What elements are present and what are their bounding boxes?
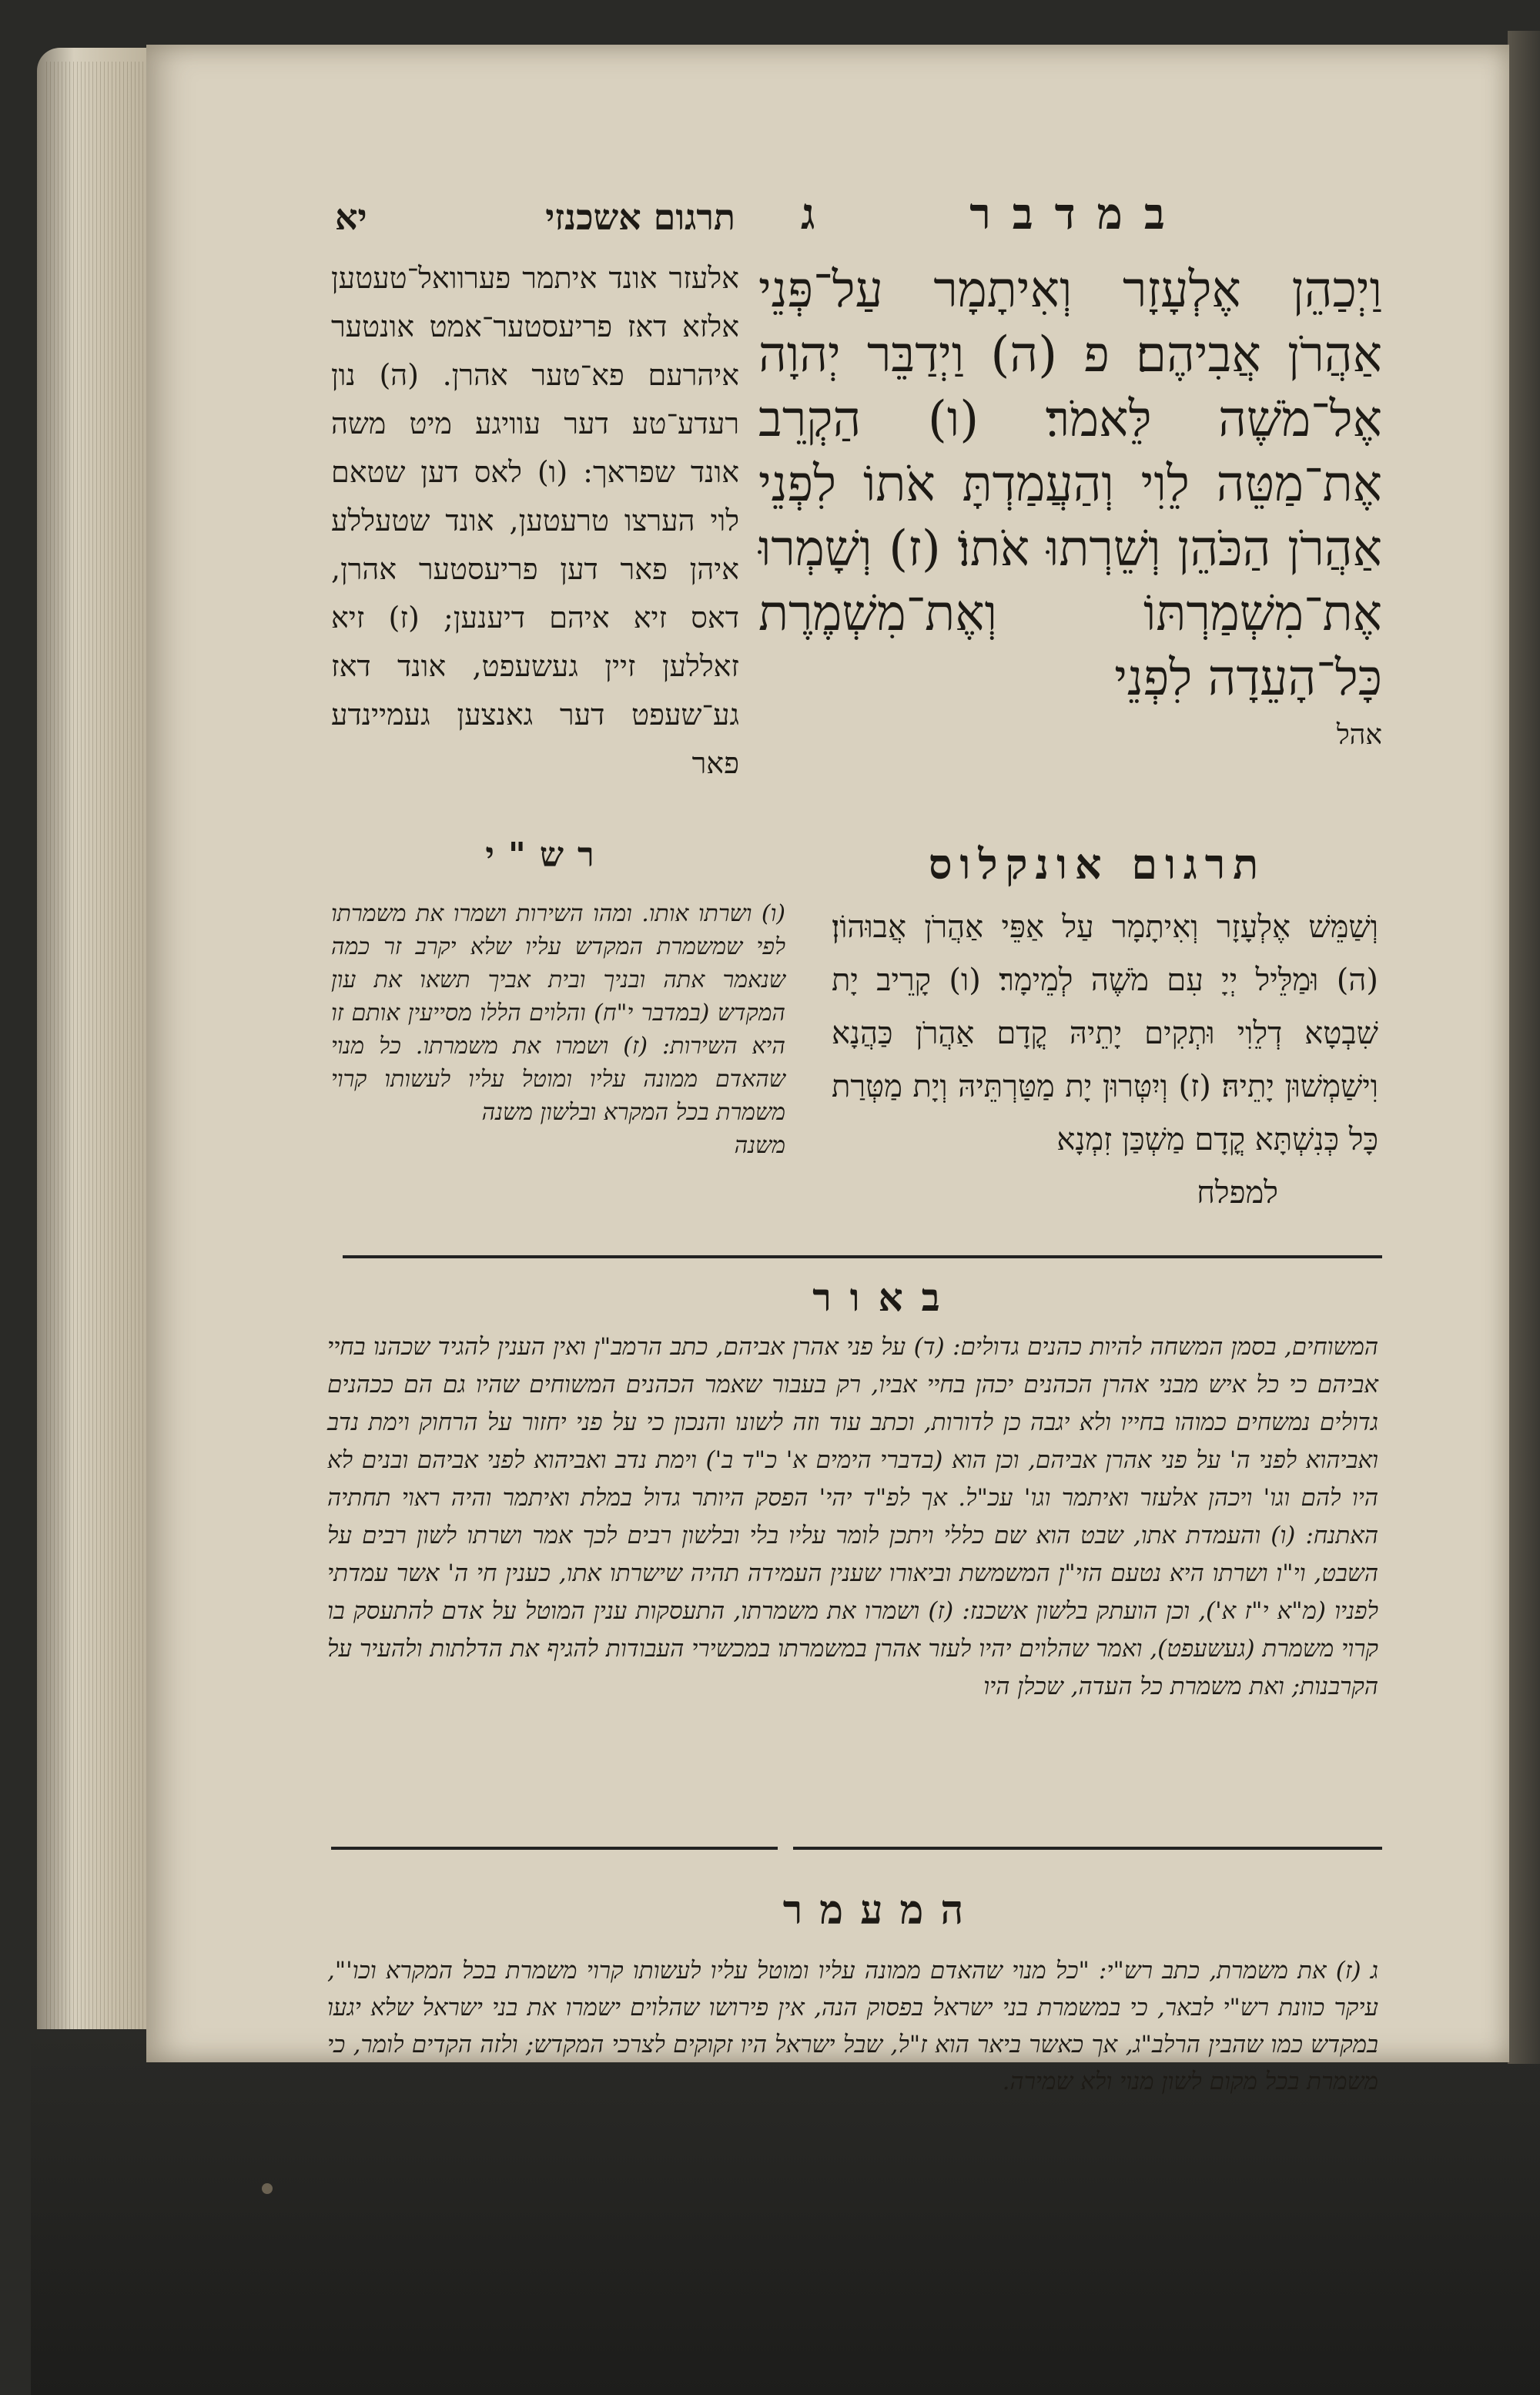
section-divider-2a xyxy=(331,1847,778,1850)
onkelos-catchword: למפלח xyxy=(1197,1175,1278,1211)
onkelos-text-block xyxy=(832,901,1378,1240)
section-divider-2b xyxy=(793,1847,1382,1850)
ink-spot xyxy=(262,2183,273,2194)
translation-page-number: יא xyxy=(335,196,367,238)
right-page-edge xyxy=(1508,31,1540,2064)
yiddish-translation: אלעזר אונד איתמר פערוואל־טעטען אלזא דאז פריעסטער־אמט אונטער איהרעם פא־טער אהרן. (ה) נון רעדע־טע דער עוויגע מיט משה אונד שפראך: (ו) לאס דען שטאם לוי הערצו טרעטען, אונד שטעללע איהן פאר דען פריעסטער אהרן, דאס זיא איהם דיענען; (ז) זיא זאללען זיין געשעפט, אונד דאז גע־שעפט דער גאנצען געמיינדע פאר xyxy=(331,261,739,780)
translation-title: תרגום אשכנזי xyxy=(545,196,735,238)
rashi-heading: רש"י xyxy=(485,836,608,875)
running-head-book xyxy=(778,189,1378,250)
meamar-text: ג (ז) את משמרת, כתב רש"י: "כל מנוי שהאדם ממונה עליו ומוטל עליו לעשותו קרוי משמרת בכל המקרא וכו'", עיקר כוונת רש"י לבאר, כי במשמרת בני ישראל בפסוק הנה, אין פירושו שהלוים ישמרו את בני ישראל שלא יגעו במקדש כמו שהבין הרלב"ג, אך כאשר ביאר הוא ז"ל, שבל ישראל היו זקוקים לצרכי המקדש; ולזה הקדים לומר, כי משמרת בכל מקום לשון מנוי ולא שמירה. xyxy=(327,1957,1378,2095)
meamar-heading: המעמר xyxy=(782,1887,981,1934)
torah-text-block xyxy=(758,258,1382,797)
rashi-text: (ו) ושרתו אותו. ומהו השירות ושמרו את משמרתו לפי שמשמרת המקדש עליו שלא יקרב זר כמה שנאמר אתה ובניך ובית אביך תשאו את עון המקדש (במדבר י"ח) והלוים הללו מסייעין אותם זו היא השירות: (ז) ושמרו את משמרתו. כל מנוי שהאדם ממונה עליו ומוטל עליו לעשותו קרוי משמרת בכל המקרא ובלשון משנה xyxy=(331,900,785,1126)
book-title: במדבר xyxy=(969,189,1187,240)
running-head-translation xyxy=(335,196,735,250)
section-divider-1 xyxy=(343,1255,1382,1258)
page-edge-lines xyxy=(46,62,154,2033)
rashi-catchword: משנה xyxy=(734,1132,785,1159)
biur-text: המשוחים, בסמן המשחה להיות כהנים גדולים: (ד) על פני אהרן אביהם, כתב הרמב"ן ואין הענין להגיד שכהנו בחיי אביהם כי כל איש מבני אהרן הכהנים יכהן בחיי אביו, רק בעבור שאמר הכהנים המשוחים שהיו גם הם ככהנים גדולים נמשחים כמוהו בחייו ולא יגבה כן לדורות, וכתב עוד וזה לשונו והנכון כי על פני יחזור על הרחוק וימת נדב ואביהוא לפני ה' על פני אהרן אביהם, וכן הוא (בדברי הימים א' כ"ד ב') וימת נדב ואביהוא לפני אביהם ובנים לא היו להם וגו' ויכהן אלעזר ואיתמר וגו' עכ"ל. אך לפ"ד יהי' הפסק היותר גדול במלת ואיתמר והיה ראוי תחתיה האתנח: (ו) והעמדת אתו, שבט הוא שם כללי ויתכן לומר עליו בלי ובלשון רבים לכך אמר ושרתו לשון רבים על השבט, וי"ו ושרתו היא נטעם הזי"ן המשמשת וביאורו שענין העמידה תהיה שישרתו אתו, כענין חי ה' אשר עמדתי לפניו (מ"א י"ז א'), וכן הועתק בלשון אשכנז: (ז) ושמרו את משמרתו, התעסקות ענין המוטל על אדם להתעסק בו קרוי משמרת (געשעפט), ואמר שהלוים יהיו לעזר אהרן במשמרתו במכשירי העבודות להגיף את הדלתות ולהעיר על הקרבנות; ואת משמרת כל העדה, שכלן היו xyxy=(327,1333,1378,1700)
torah-text: וַיְכַהֵן אֶלְעָזָר וְאִיתָמָר עַל־פְּנֵי אַהֲרֹן אֲבִיהֶם׃ פ (ה) וַיְדַבֵּר יְהוָה אֶל־מֹשֶׁה לֵּאמֹר׃ (ו) הַקְרֵב אֶת־מַטֵּה לֵוִי וְהַעֲמַדְתָּ אֹתוֹ לִפְנֵי אַהֲרֹן הַכֹּהֵן וְשֵׁרְתוּ אֹתוֹ׃ (ז) וְשָׁמְרוּ אֶת־מִשְׁמַרְתּוֹ וְאֶת־מִשְׁמֶרֶת כָּל־הָעֵדָה לִפְנֵי xyxy=(758,262,1382,707)
torah-catchword: אהל xyxy=(1336,719,1382,751)
page-letter: ג xyxy=(801,189,815,240)
biur-heading: באור xyxy=(812,1275,959,1320)
rashi-text-block xyxy=(331,897,785,1244)
onkelos-heading: תרגום אונקלוס xyxy=(928,839,1267,889)
onkelos-text: וְשַׁמֵּשׁ אֶלְעָזָר וְאִיתָמָר עַל אַפֵּי אַהֲרֹן אֲבוּהוֹן׃ (ה) וּמַלֵּיל יְיָ עִם מֹשֶׁה לְמֵימָר׃ (ו) קָרֵיב יָת שִׁבְטָא דְלֵוִי וּתְקִים יָתֵיהּ קֳדָם אַהֲרֹן כַּהֲנָא וִישַׁמְשׁוּן יָתֵיהּ׃ (ז) וְיִטְּרוּן יָת מַטַּרְתֵּיהּ וְיָת מַטְּרַת כָּל כְּנִשְׁתָּא קֳדָם מַשְׁכַּן זִמְנָא xyxy=(832,909,1378,1157)
